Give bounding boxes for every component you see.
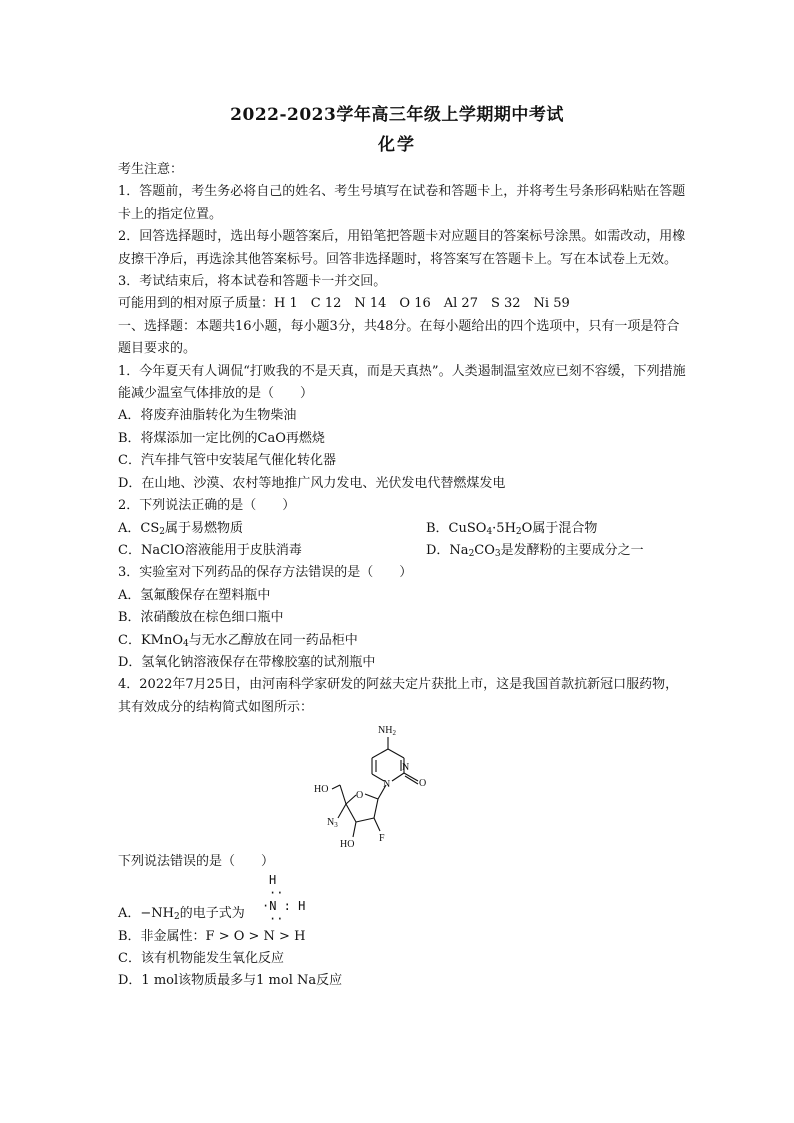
nh2-label: $NH_2$	[378, 725, 396, 738]
azvudine-structure	[314, 723, 466, 851]
q4-option-b: B．非金属性：F > O > N > H	[118, 928, 306, 944]
bond	[388, 749, 404, 758]
bond	[346, 804, 356, 822]
q4-stem: 4．2022年7月25日，由河南科学家研发的阿兹夫定片获批上市，这是我国首款抗新冠口服药物，其有效成分的结构简式如图所示：	[118, 677, 679, 715]
q3-stem: 3．实验室对下列药品的保存方法错误的是（ ）	[118, 565, 413, 581]
q3-option-a: A．氢氟酸保存在塑料瓶中	[118, 587, 271, 603]
exam-title: 2022-2023学年高三年级上学期期中考试	[230, 105, 564, 125]
section-heading: 一、选择题：本题共16小题，每小题3分，共48分。在每小题给出的四个选项中，只有一项是符合题目要求的。	[118, 318, 680, 357]
ring-n1-label: N	[383, 779, 391, 791]
ho-bottom-label: HO	[340, 839, 355, 851]
n3-label: $N_3$	[327, 817, 338, 830]
bond	[365, 794, 378, 799]
q3-option-c: C．KMnO$_4$与无水乙醇放在同一药品柜中	[118, 632, 358, 649]
atomic-masses: 可能用到的相对原子质量：H 1 C 12 N 14 O 16 Al 27 S 32 Ni 59	[118, 296, 570, 312]
bond	[374, 818, 380, 831]
q4-option-a-text: A．$-NH_2$的电子式为	[118, 906, 245, 923]
bond	[338, 804, 346, 818]
bond	[332, 785, 340, 789]
bond	[346, 795, 356, 804]
q2-row-cd	[118, 540, 688, 562]
q1-option-b: B．将煤添加一定比例的CaO再燃烧	[118, 430, 325, 446]
q4-option-c: C．该有机物能发生氧化反应	[118, 950, 284, 966]
notice-item-2: 2．回答选择题时，选出每小题答案后，用铅笔把答题卡对应题目的答案标号涂黑。如需改动，用橡皮擦干净后，再选涂其他答案标号。回答非选择题时，将答案写在答题卡上。写在本试卷上无效。	[118, 229, 686, 267]
notice-item-1: 1．答题前，考生务必将自己的姓名、考生号填写在试卷和答题卡上，并将考生号条形码粘贴在答题卡上的指定位置。	[118, 184, 686, 222]
f-label: F	[379, 833, 385, 845]
bond	[353, 822, 356, 837]
ring-o-label: O	[356, 790, 364, 802]
q4-option-a	[118, 874, 688, 926]
q1-stem: 1．今年夏天有人调侃“打败我的不是天真，而是天真热”。人类遏制温室效应已刻不容缓，下列措施能减少温室气体排放的是（ ）	[118, 363, 686, 402]
q2-option-c: C．NaClO溶液能用于皮肤消毒	[118, 542, 302, 558]
ring-n-label: N	[402, 762, 410, 774]
q2-option-a: A．$CS_2$属于易燃物质	[118, 520, 243, 537]
bond	[356, 818, 374, 822]
ho-top-label: HO	[314, 784, 329, 796]
q2-stem: 2．下列说法正确的是（ ）	[118, 498, 296, 514]
q4-option-d: D．1 mol该物质最多与1 mol Na反应	[118, 973, 343, 989]
exam-subject: 化学	[378, 135, 416, 155]
notice-heading: 考生注意：	[118, 162, 184, 177]
carbonyl-o-label: O	[419, 778, 427, 790]
q2-option-b: B．$CuSO_4\cdot 5H_2O$属于混合物	[426, 520, 598, 537]
bond	[372, 749, 388, 758]
q2-row-ab	[118, 518, 688, 540]
q1-option-c: C．汽车排气管中安装尾气催化转化器	[118, 453, 336, 469]
q3-option-d: D．氢氧化钠溶液保存在带橡胶塞的试剂瓶中	[118, 654, 376, 670]
q4-question: 下列说法错误的是（ ）	[118, 854, 275, 870]
bond	[340, 785, 346, 804]
notice-item-3: 3．考试结束后，将本试卷和答题卡一并交回。	[118, 274, 387, 290]
q1-option-d: D．在山地、沙漠、农村等地推广风力发电、光伏发电代替燃煤发电	[118, 475, 506, 491]
nh2-lewis-structure: H ·· ·N : H ··	[262, 872, 306, 926]
q1-option-a: A．将废弃油脂转化为生物柴油	[118, 408, 297, 424]
bond	[374, 799, 378, 818]
exam-body	[118, 159, 688, 993]
bond	[392, 773, 404, 781]
q2-option-d: D．$Na_2CO_3$是发酵粉的主要成分之一	[426, 542, 644, 559]
q3-option-b: B．浓硝酸放在棕色细口瓶中	[118, 610, 284, 626]
